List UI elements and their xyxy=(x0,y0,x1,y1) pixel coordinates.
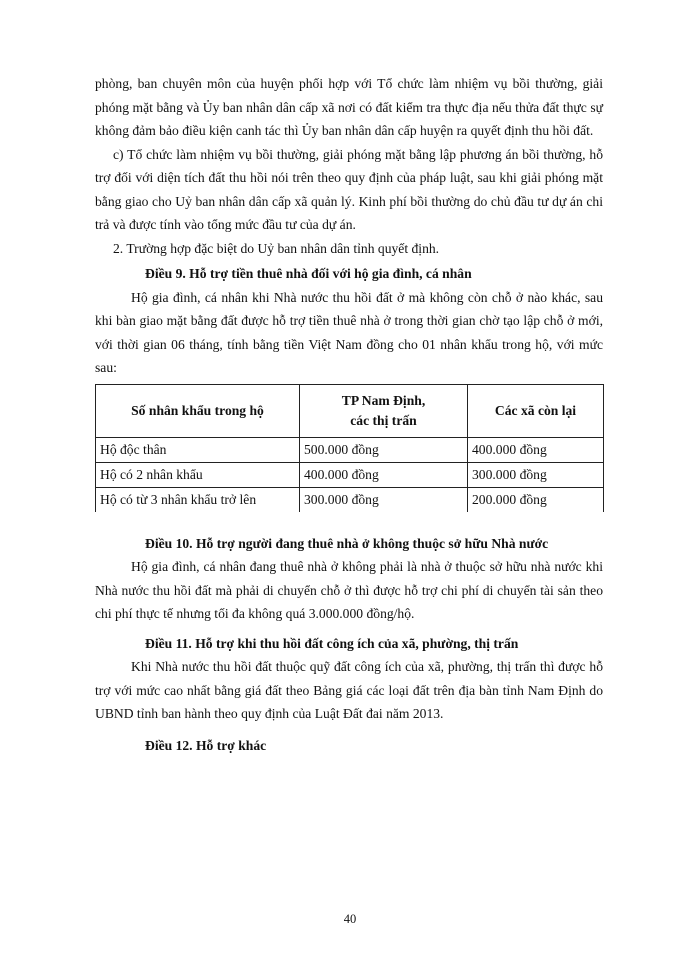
table-header-city xyxy=(300,384,468,437)
article-10-heading: Điều 10. Hỗ trợ người đang thuê nhà ở không thuộc sở hữu Nhà nước xyxy=(145,535,549,551)
table-cell: 300.000 đồng xyxy=(300,487,468,512)
table-cell: 200.000 đồng xyxy=(468,487,604,512)
paragraph-item-2: 2. Trường hợp đặc biệt do Uỷ ban nhân dân tỉnh quyết định. xyxy=(113,240,440,256)
table-row xyxy=(96,487,604,512)
table-row xyxy=(96,437,604,462)
article-11-body: Khi Nhà nước thu hồi đất thuộc quỹ đất công ích của xã, phường, thị trấn thì được hỗ trợ với mức cao nhất bằng giá đất theo Bảng giá các loại đất trên địa bàn tỉnh Nam Định do UBND tỉnh ban hành theo quy định của Luật Đất đai năm 2013. xyxy=(95,659,603,721)
page-number: 40 xyxy=(343,912,357,926)
table-cell: Hộ độc thân xyxy=(96,437,300,462)
table-row xyxy=(96,462,604,487)
article-9-heading: Điều 9. Hỗ trợ tiền thuê nhà đối với hộ gia đình, cá nhân xyxy=(145,266,472,281)
table-header-household-size: Số nhân khẩu trong hộ xyxy=(96,384,300,437)
rent-support-table xyxy=(95,384,604,512)
article-10-body: Hộ gia đình, cá nhân đang thuê nhà ở không phải là nhà ở thuộc sở hữu nhà nước khi Nhà nước thu hồi đất mà phải di chuyển chỗ ở thì được hỗ trợ chi phí di chuyển tài sản theo chi phí thực tế nhưng tối đa không quá 3.000.000 đồng/hộ. xyxy=(95,559,603,621)
table-cell: Hộ có từ 3 nhân khẩu trở lên xyxy=(96,487,300,512)
table-cell: 500.000 đồng xyxy=(300,437,468,462)
article-11-heading: Điều 11. Hỗ trợ khi thu hồi đất công ích của xã, phường, thị trấn xyxy=(145,635,519,651)
paragraph-clause-c: c) Tổ chức làm nhiệm vụ bồi thường, giải phóng mặt bằng lập phương án bồi thường, hỗ trợ đối với diện tích đất thu hồi nói trên theo quy định của pháp luật, sau khi giải phóng mặt bằng giao cho Uỷ ban nhân dân cấp xã quản lý. Kinh phí bồi thường do chủ đầu tư dự án chi trả và được tính vào tổng mức đầu tư của dự án. xyxy=(95,146,603,232)
table-cell: 300.000 đồng xyxy=(468,462,604,487)
paragraph-continuation: phòng, ban chuyên môn của huyện phối hợp với Tổ chức làm nhiệm vụ bồi thường, giải phóng mặt bằng và Ủy ban nhân dân cấp xã nơi có đất kiểm tra thực địa nếu thửa đất thực sự không đảm bảo điều kiện canh tác thì Ủy ban nhân dân cấp huyện ra quyết định thu hồi đất. xyxy=(95,76,603,138)
article-12-heading: Điều 12. Hỗ trợ khác xyxy=(145,737,267,753)
table-header-city-line1: TP Nam Định, xyxy=(341,392,426,408)
table-header-row xyxy=(96,384,604,437)
table-header-other-communes: Các xã còn lại xyxy=(468,384,604,437)
table-header-city-line2: các thị trấn xyxy=(350,412,417,428)
table-cell: 400.000 đồng xyxy=(468,437,604,462)
table-cell: 400.000 đồng xyxy=(300,462,468,487)
document-page xyxy=(95,72,603,757)
article-9-body: Hộ gia đình, cá nhân khi Nhà nước thu hồi đất ở mà không còn chỗ ở nào khác, sau khi bàn giao mặt bằng đất được hỗ trợ tiền thuê nhà ở trong thời gian chờ tạo lập chỗ ở mới, với thời gian 06 tháng, tính bằng tiền Việt Nam đồng cho 01 nhân khẩu trong hộ, với mức sau: xyxy=(95,289,603,375)
table-cell: Hộ có 2 nhân khẩu xyxy=(96,462,300,487)
